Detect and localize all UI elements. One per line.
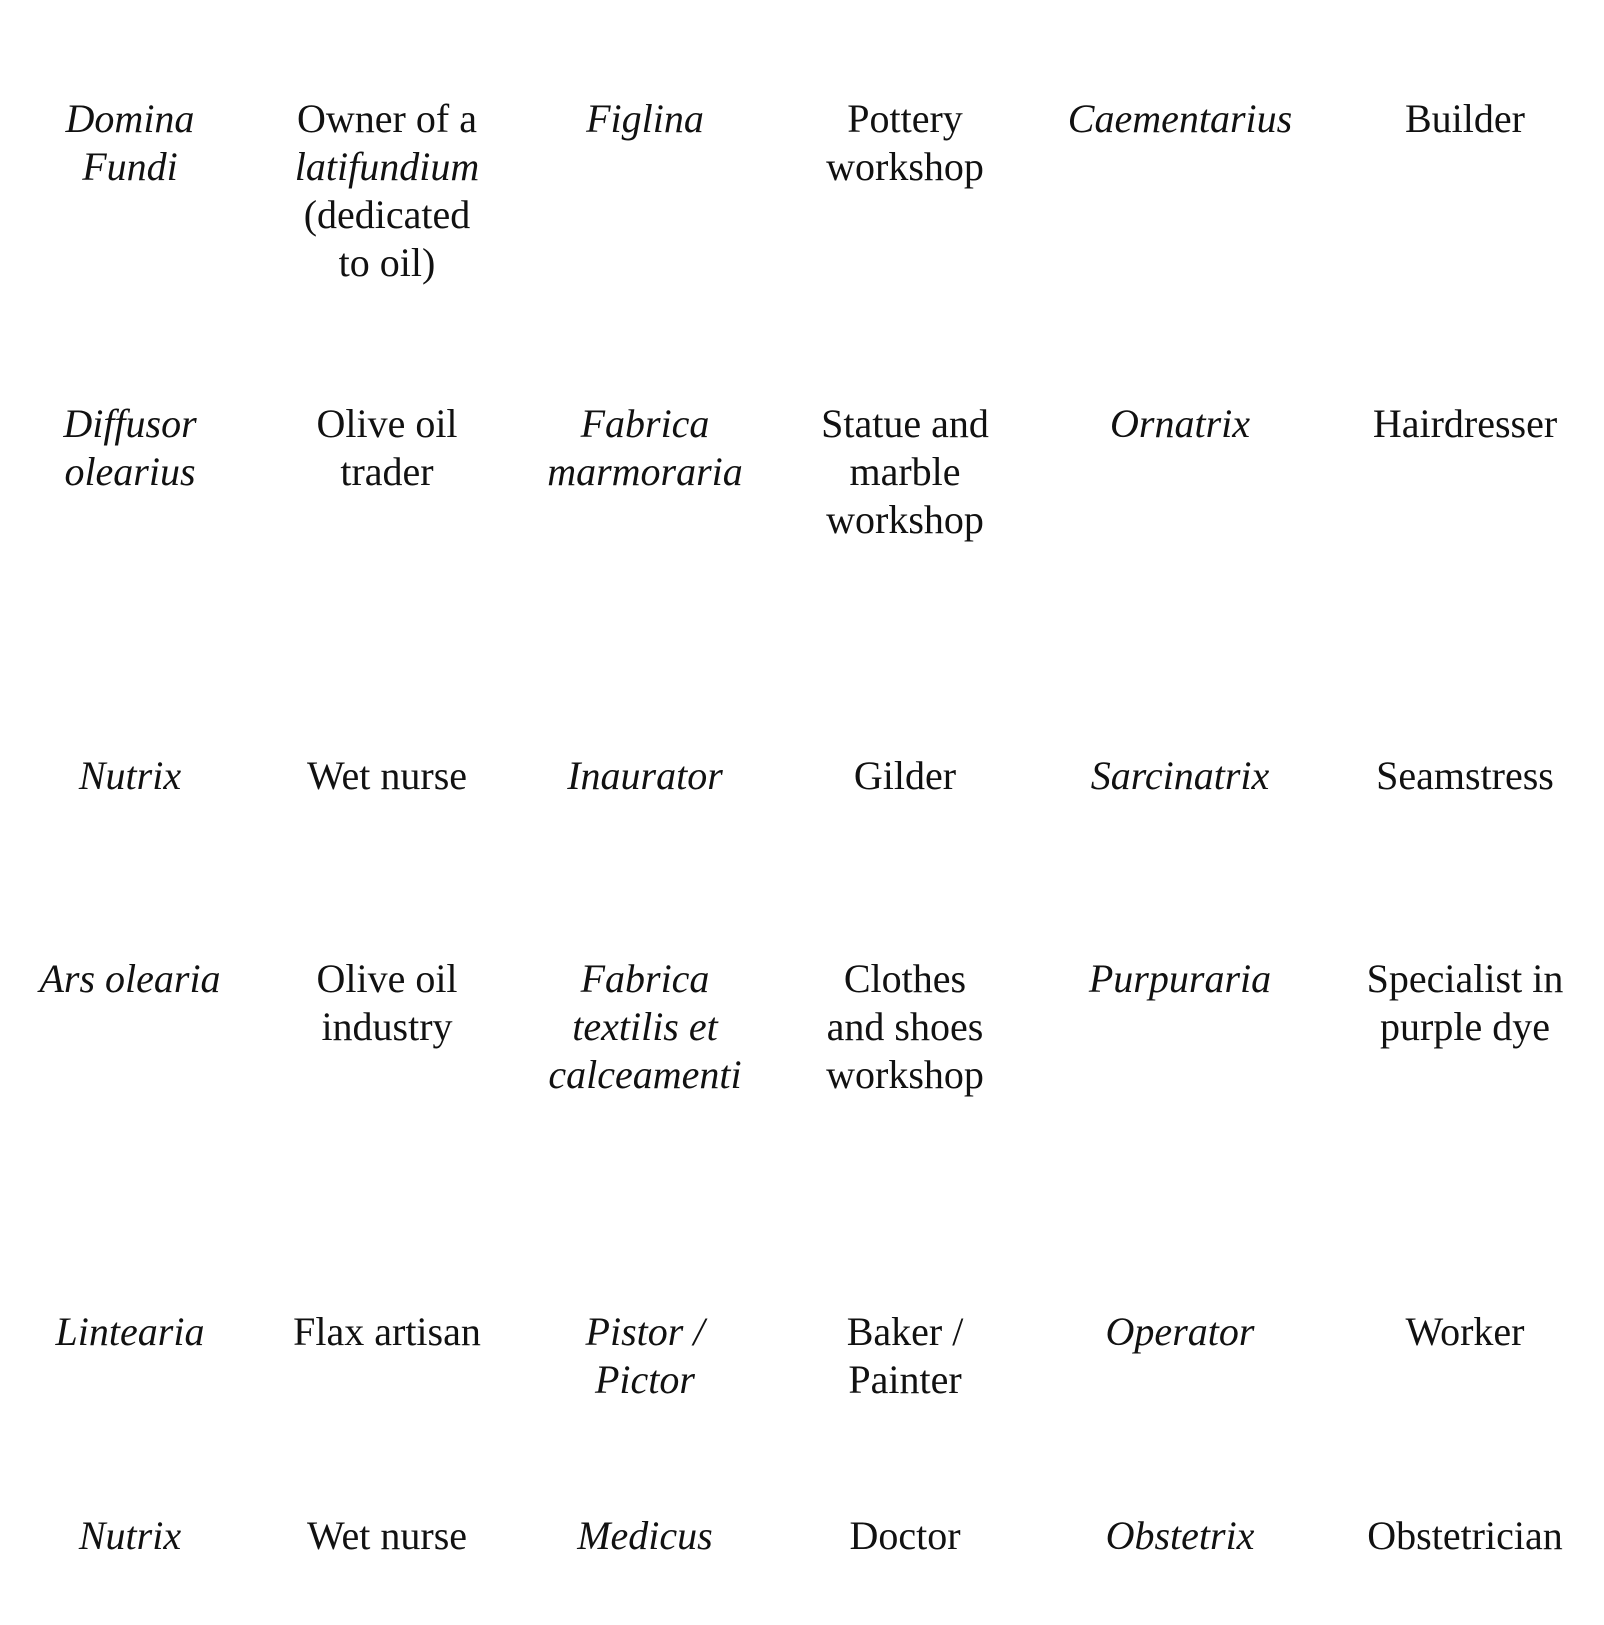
english-translation: Specialist in purple dye bbox=[1366, 956, 1564, 1049]
latin-term: Nutrix bbox=[78, 753, 182, 798]
latin-term: Operator bbox=[1105, 1309, 1255, 1354]
latin-term: Ars olearia bbox=[39, 956, 221, 1001]
latin-term: Lintearia bbox=[55, 1309, 205, 1354]
english-translation: Owner of a latifundium (dedicated to oil) bbox=[294, 96, 480, 285]
latin-term: Obstetrix bbox=[1105, 1513, 1255, 1558]
latin-term: Medicus bbox=[577, 1513, 713, 1558]
latin-term: Fabrica marmoraria bbox=[547, 401, 743, 494]
english-translation: Gilder bbox=[853, 753, 957, 798]
english-translation: Hairdresser bbox=[1372, 401, 1558, 446]
english-translation: Clothes and shoes workshop bbox=[826, 956, 984, 1097]
english-translation: Obstetrician bbox=[1367, 1513, 1563, 1558]
latin-term: Purpuraria bbox=[1088, 956, 1272, 1001]
english-translation: Wet nurse bbox=[306, 753, 468, 798]
latin-term: Figlina bbox=[586, 96, 704, 141]
latin-term: Fabrica textilis et calceamenti bbox=[548, 956, 742, 1097]
english-translation: Pottery workshop bbox=[826, 96, 984, 189]
english-translation: Olive oil industry bbox=[316, 956, 458, 1049]
latin-term: Nutrix bbox=[78, 1513, 182, 1558]
latin-term: Diffusor olearius bbox=[63, 401, 197, 494]
latin-term: Inaurator bbox=[567, 753, 723, 798]
latin-term: Sarcinatrix bbox=[1090, 753, 1270, 798]
latin-term: Pistor / Pictor bbox=[585, 1309, 705, 1402]
english-translation: Wet nurse bbox=[306, 1513, 468, 1558]
english-translation: Baker / Painter bbox=[846, 1309, 964, 1402]
english-translation: Seamstress bbox=[1376, 753, 1554, 798]
english-translation: Olive oil trader bbox=[316, 401, 458, 494]
english-translation: Builder bbox=[1405, 96, 1525, 141]
english-translation: Flax artisan bbox=[293, 1309, 481, 1354]
english-translation: Statue and marble workshop bbox=[821, 401, 989, 542]
latin-term: Domina Fundi bbox=[65, 96, 195, 189]
english-translation: Doctor bbox=[849, 1513, 961, 1558]
english-translation: Worker bbox=[1405, 1309, 1525, 1354]
latin-term: Caementarius bbox=[1067, 96, 1293, 141]
latin-term: Ornatrix bbox=[1110, 401, 1250, 446]
